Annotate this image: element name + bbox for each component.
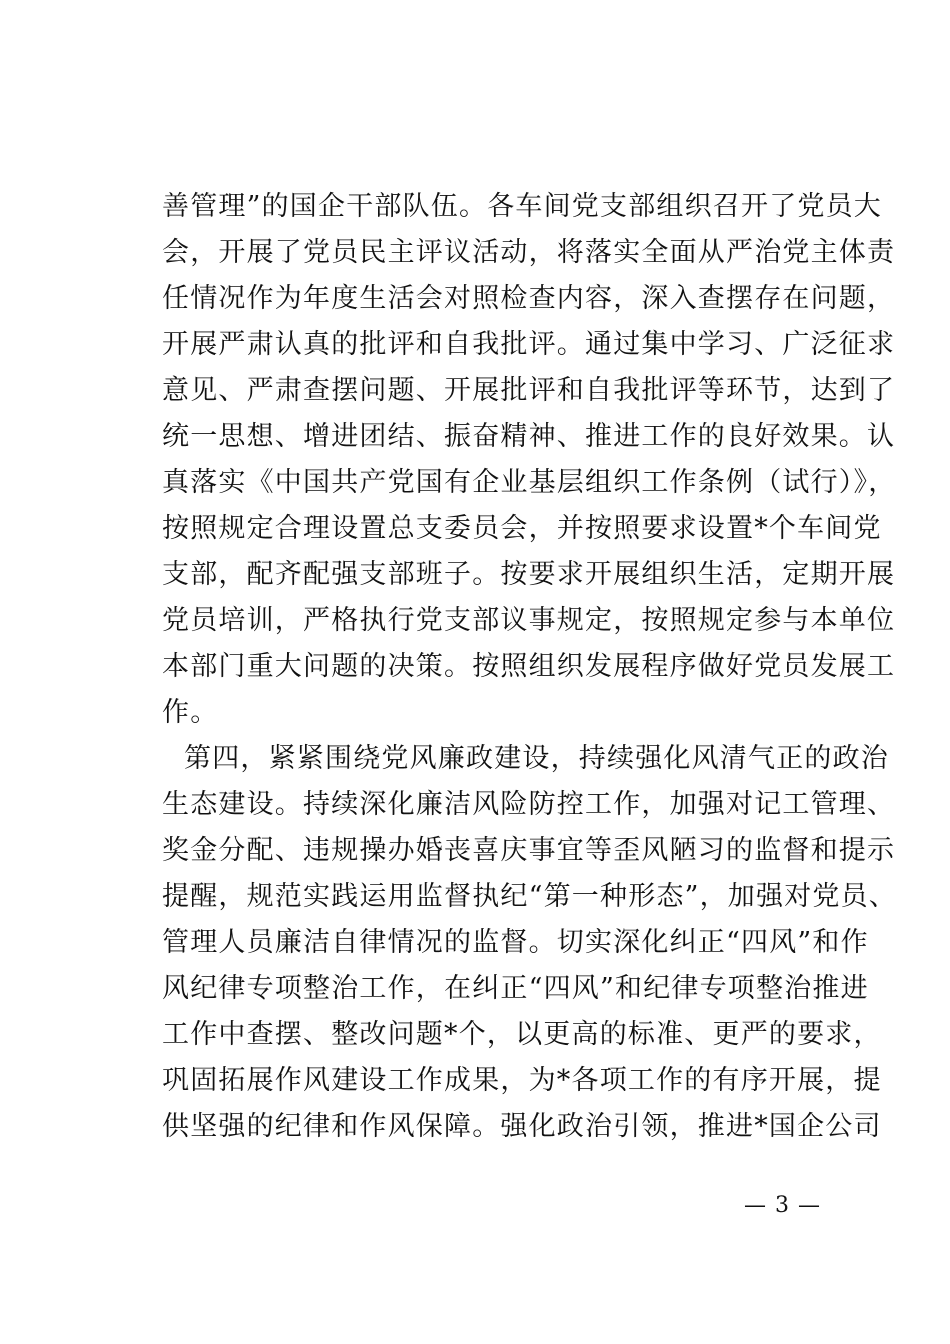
- text-line: 统一思想、增进团结、振奋精神、推进工作的良好效果。认: [162, 421, 896, 452]
- text-line: 第四，紧紧围绕党风廉政建设，持续强化风清气正的政治: [184, 743, 889, 774]
- text-line: 巩固拓展作风建设工作成果，为*各项工作的有序开展，提: [162, 1065, 882, 1096]
- text-line: 任情况作为年度生活会对照检查内容，深入查摆存在问题，: [162, 283, 896, 314]
- text-line: 开展严肃认真的批评和自我批评。通过集中学习、广泛征求: [162, 329, 896, 360]
- text-line: 本部门重大问题的决策。按照组织发展程序做好党员发展工: [162, 651, 896, 682]
- text-line: 生态建设。持续深化廉洁风险防控工作，加强对记工管理、: [162, 789, 896, 820]
- text-line: 真落实《中国共产党国有企业基层组织工作条例（试行）》，: [162, 467, 897, 498]
- text-line: 风纪律专项整治工作，在纠正“四风”和纪律专项整治推进: [162, 973, 869, 1004]
- text-line: 奖金分配、违规操办婚丧喜庆事宜等歪风陋习的监督和提示: [162, 835, 896, 866]
- text-line: 提醒，规范实践运用监督执纪“第一种形态”，加强对党员、: [162, 881, 898, 912]
- text-line: 意见、严肃查摆问题、开展批评和自我批评等环节，达到了: [162, 375, 896, 406]
- text-line: 支部，配齐配强支部班子。按要求开展组织生活，定期开展: [162, 559, 896, 590]
- page-number: — 3 —: [744, 1193, 821, 1218]
- text-line: 按照规定合理设置总支委员会，并按照要求设置*个车间党: [162, 513, 882, 544]
- text-line: 工作中查摆、整改问题*个，以更高的标准、更严的要求，: [162, 1019, 882, 1050]
- text-line: 管理人员廉洁自律情况的监督。切实深化纠正“四风”和作: [162, 927, 869, 958]
- text-line: 作。: [162, 697, 219, 728]
- text-line: 善管理”的国企干部队伍。各车间党支部组织召开了党员大: [162, 191, 883, 222]
- text-line: 供坚强的纪律和作风保障。强化政治引领，推进*国企公司: [162, 1111, 882, 1142]
- text-line: 党员培训，严格执行党支部议事规定，按照规定参与本单位: [162, 605, 896, 636]
- text-line: 会，开展了党员民主评议活动，将落实全面从严治党主体责: [162, 237, 896, 268]
